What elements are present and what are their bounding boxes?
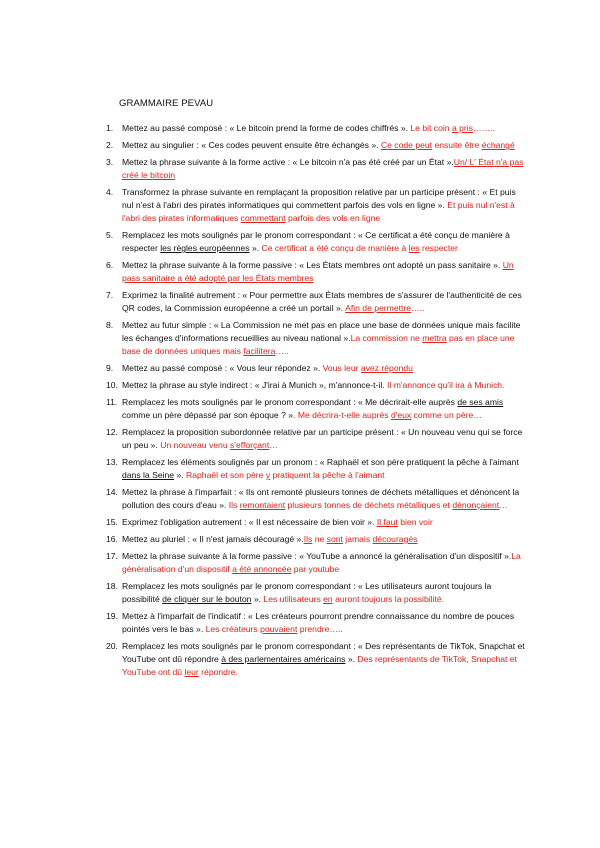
answer-text: les: [408, 243, 420, 253]
answer-text: Les utilisateurs: [263, 594, 324, 604]
answer-text: Ce certificat a été conçu de manière à: [261, 243, 409, 253]
question-text: ».: [249, 243, 262, 253]
answer-text: pratiquent la pêche à l'aimant: [270, 470, 385, 480]
exercise-number: 1.: [106, 123, 114, 133]
answer-text: auront toujours la possibilité.: [332, 594, 445, 604]
exercise-number: 15.: [106, 517, 118, 527]
answer-text: Raphaël et son père: [186, 470, 266, 480]
answer-text: pouvaient: [260, 624, 298, 634]
answer-text: Et puis nul n'est à l'abri des pirates informatiques: [122, 200, 515, 223]
exercise-item: [106, 122, 526, 135]
exercise-item: [106, 379, 526, 392]
answer-text: respecter: [419, 243, 458, 253]
answer-text: Les créateurs: [205, 624, 261, 634]
exercise-number: 2.: [106, 140, 114, 150]
question-text: Mettez la phrase suivante à la forme passive : « Les États membres ont adopté un pass sanitaire ».: [122, 260, 503, 270]
answer-text: facilitera: [243, 346, 276, 356]
question-text: Remplacez les mots soulignés par le pronom correspondant : « Ce certificat a été conçu de manière à respecter: [122, 230, 510, 253]
answer-text: Vous leur: [322, 363, 361, 373]
question-text: dans la Seine: [122, 470, 175, 480]
question-text: comme un père dépassé par son époque ? ».: [122, 410, 298, 420]
question-text: Mettez au pluriel : « Il n'est jamais découragé ».: [122, 534, 304, 544]
exercise-item: [106, 533, 526, 546]
exercise-number: 9.: [106, 363, 114, 373]
question-text: de cliquer sur le bouton: [162, 594, 252, 604]
answer-text: bien voir: [397, 517, 433, 527]
exercise-list: [106, 122, 526, 683]
answer-text: plusieurs tonnes de déchets métalliques et: [285, 500, 453, 510]
exercise-item: [106, 289, 526, 315]
question-text: Mettez au passé composé : « Vous leur répondez ».: [122, 363, 323, 373]
question-text: Remplacez les mots soulignés par le pronom correspondant : « Me décrirait-elle auprès: [122, 397, 458, 407]
exercise-item: [106, 610, 526, 636]
question-text: Exprimez la finalité autrement : « Pour permettre aux États membres de s'assurer de l'authenticité de ces QR codes, la Commission européenne a créé un portail ».: [122, 290, 522, 313]
answer-text: Un pass sanitaire a été adopté par les États membres: [122, 260, 514, 283]
question-text: ».: [345, 654, 358, 664]
answer-text: Des représentants de TikTok, Snapchat et YouTube ont dû: [122, 654, 517, 677]
question-text: Remplacez les mots soulignés par le pronom correspondant : « Des représentants de TikTok, Snapchat et YouTube ont dû répondre: [122, 641, 525, 664]
answer-text: a pris: [451, 123, 473, 133]
answer-text: par youtube: [291, 564, 340, 574]
answer-text: dénonçaient: [452, 500, 500, 510]
answer-text: …: [499, 500, 508, 510]
exercise-item: [106, 259, 526, 285]
exercise-item: [106, 456, 526, 482]
answer-text: sont: [326, 534, 343, 544]
exercise-item: [106, 516, 526, 529]
answer-text: La généralisation d'un dispositif: [122, 551, 521, 574]
exercise-number: 20.: [106, 641, 118, 651]
exercise-number: 3.: [106, 157, 114, 167]
answer-text: y: [265, 470, 271, 480]
answer-text: d'eux: [390, 410, 412, 420]
exercise-number: 11.: [106, 397, 118, 407]
answer-text: commettant: [240, 213, 286, 223]
answer-text: …..: [411, 303, 425, 313]
answer-text: ensuite être: [432, 140, 482, 150]
answer-text: prendre…..: [297, 624, 343, 634]
answer-text: …: [269, 440, 278, 450]
question-text: Mettez au futur simple : « La Commission ne met pas en place une base de données unique mais facilite les échanges d'informations recueillies au niveau national ».: [122, 320, 521, 343]
exercise-number: 13.: [106, 457, 118, 467]
question-text: les règles européennes: [160, 243, 250, 253]
answer-text: La commission ne: [350, 333, 423, 343]
exercise-item: [106, 486, 526, 512]
exercise-number: 19.: [106, 611, 118, 621]
answer-text: Il m'annonce qu'il ira à Munich.: [387, 380, 505, 390]
answer-text: pas en place une base de données uniques mais: [122, 333, 515, 356]
question-text: Exprimez l'obligation autrement : « Il est nécessaire de bien voir ».: [122, 517, 377, 527]
answer-text: Ils: [228, 500, 240, 510]
question-text: Mettez au passé composé : « Le bitcoin prend la forme de codes chiffrés ».: [122, 123, 411, 133]
exercise-number: 17.: [106, 551, 118, 561]
question-text: Remplacez les éléments soulignés par un pronom : « Raphaël et son père pratiquent la pêche à l'aimant: [122, 457, 519, 467]
answer-text: s'efforçant: [230, 440, 270, 450]
answer-text: Le bit coin: [410, 123, 452, 133]
exercise-item: [106, 362, 526, 375]
question-text: à des parlementaires américains: [221, 654, 346, 664]
question-text: Mettez la phrase au style indirect : « J'irai à Munich », m'annonce-t-il.: [122, 380, 388, 390]
answer-text: remontaient: [239, 500, 286, 510]
question-text: Remplacez la proposition subordonnée relative par un participe présent : « Un nouveau venu qui se force un peu ».: [122, 427, 523, 450]
answer-text: a été annoncée: [232, 564, 292, 574]
answer-text: leur: [184, 667, 199, 677]
answer-text: Me décrira-t-elle auprès: [297, 410, 391, 420]
answer-text: Il faut: [376, 517, 398, 527]
question-text: de ses amis: [457, 397, 504, 407]
answer-text: Ils: [303, 534, 313, 544]
exercise-number: 12.: [106, 427, 118, 437]
answer-text: en: [323, 594, 333, 604]
answer-text: répondre.: [198, 667, 238, 677]
question-text: Mettez la phrase suivante à la forme active : « Le bitcoin n'a pas été créé par un État ».: [122, 157, 454, 167]
answer-text: jamais: [342, 534, 373, 544]
exercise-number: 6.: [106, 260, 114, 270]
exercise-number: 18.: [106, 581, 118, 591]
exercise-item: [106, 156, 526, 182]
answer-text: échangé: [481, 140, 515, 150]
exercise-number: 4.: [106, 187, 114, 197]
exercise-item: [106, 186, 526, 225]
question-text: Transformez la phrase suivante en remplaçant la proposition relative par un participe présent : « Et puis nul n'est à l'abri des pirates informatiques qui commettent parfois des vols en ligne ».: [122, 187, 516, 210]
answer-text: avez répondu: [360, 363, 413, 373]
exercise-number: 8.: [106, 320, 114, 330]
question-text: Mettez à l'imparfait de l'indicatif : « Les créateurs pourront prendre connaissance du nombre de pouces pointés vers le bas ».: [122, 611, 515, 634]
page-title: GRAMMAIRE PEVAU: [119, 98, 214, 109]
question-text: Mettez la phrase à l'imparfait : « Ils ont remonté plusieurs tonnes de déchets métalliques et dénoncent la pollution des cours d'eau ».: [122, 487, 520, 510]
exercise-number: 14.: [106, 487, 118, 497]
exercise-item: [106, 640, 526, 679]
exercise-item: [106, 139, 526, 152]
question-text: Mettez la phrase suivante à la forme passive : « YouTube a annoncé la généralisation d'un dispositif ».: [122, 551, 512, 561]
answer-text: comme un père…: [411, 410, 482, 420]
answer-text: Un nouveau venu: [160, 440, 230, 450]
question-text: Mettez au singulier : « Ces codes peuvent ensuite être échangés ».: [122, 140, 381, 150]
exercise-number: 7.: [106, 290, 114, 300]
exercise-item: [106, 229, 526, 255]
answer-text: parfois des vols en ligne: [285, 213, 381, 223]
question-text: Remplacez les mots soulignés par le pronom correspondant : « Les utilisateurs auront toujours la possibilité: [122, 581, 492, 604]
exercise-item: [106, 396, 526, 422]
answer-text: mettra: [422, 333, 447, 343]
exercise-item: [106, 550, 526, 576]
exercise-item: [106, 580, 526, 606]
answer-text: …..: [275, 346, 289, 356]
exercise-number: 5.: [106, 230, 114, 240]
exercise-item: [106, 319, 526, 358]
question-text: ».: [251, 594, 264, 604]
answer-text: Afin de permettre: [345, 303, 412, 313]
answer-text: ……..: [472, 123, 495, 133]
answer-text: Ce code peut: [380, 140, 433, 150]
answer-text: ne: [312, 534, 327, 544]
exercise-item: [106, 426, 526, 452]
answer-text: Un/ L' État n'a pas créé le bitcoin: [122, 157, 524, 180]
exercise-number: 10.: [106, 380, 118, 390]
question-text: ».: [174, 470, 187, 480]
exercise-number: 16.: [106, 534, 118, 544]
answer-text: découragés: [372, 534, 418, 544]
